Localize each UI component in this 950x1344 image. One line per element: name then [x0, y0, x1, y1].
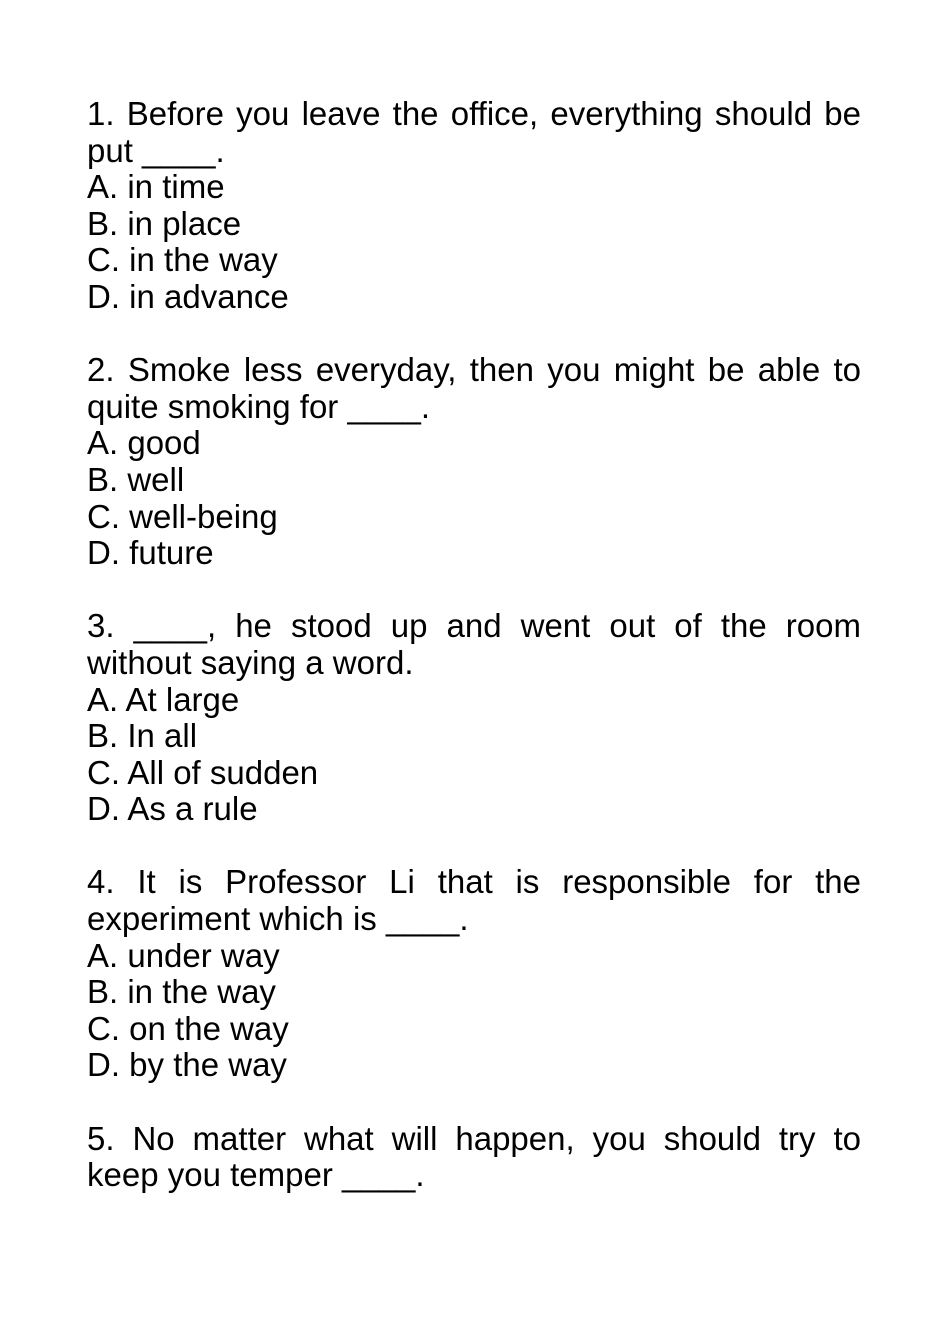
question-stem: 2. Smoke less everyday, then you might be able to quite smoking for ____.: [87, 351, 861, 425]
question-stem: 1. Before you leave the office, everything should be put ____.: [87, 95, 861, 169]
option-c: C. in the way: [87, 241, 278, 279]
option-d: D. As a rule: [87, 790, 258, 828]
question-stem: 4. It is Professor Li that is responsible for the experiment which is ____.: [87, 863, 861, 938]
question-3: [87, 608, 861, 828]
option-b: B. in the way: [87, 973, 276, 1011]
option-d: D. by the way: [87, 1046, 287, 1084]
question-2: [87, 352, 861, 572]
question-stem: 3. ____, he stood up and went out of the room without saying a word.: [87, 607, 861, 681]
option-a: A. good: [87, 424, 201, 462]
worksheet-page: [87, 96, 861, 1230]
option-d: D. future: [87, 534, 214, 572]
option-b: B. well: [87, 460, 185, 498]
question-stem: 5. No matter what will happen, you should try to keep you temper ____.: [87, 1119, 861, 1194]
option-b: B. In all: [87, 717, 198, 755]
question-1: [87, 96, 861, 316]
option-c: C. All of sudden: [87, 753, 319, 791]
option-a: A. At large: [87, 680, 240, 718]
option-d: D. in advance: [87, 277, 289, 315]
question-5: [87, 1121, 861, 1194]
option-c: C. on the way: [87, 1009, 289, 1047]
option-b: B. in place: [87, 204, 242, 242]
question-4: [87, 864, 861, 1084]
option-a: A. in time: [87, 168, 225, 206]
option-c: C. well-being: [87, 497, 278, 535]
option-a: A. under way: [87, 936, 280, 974]
